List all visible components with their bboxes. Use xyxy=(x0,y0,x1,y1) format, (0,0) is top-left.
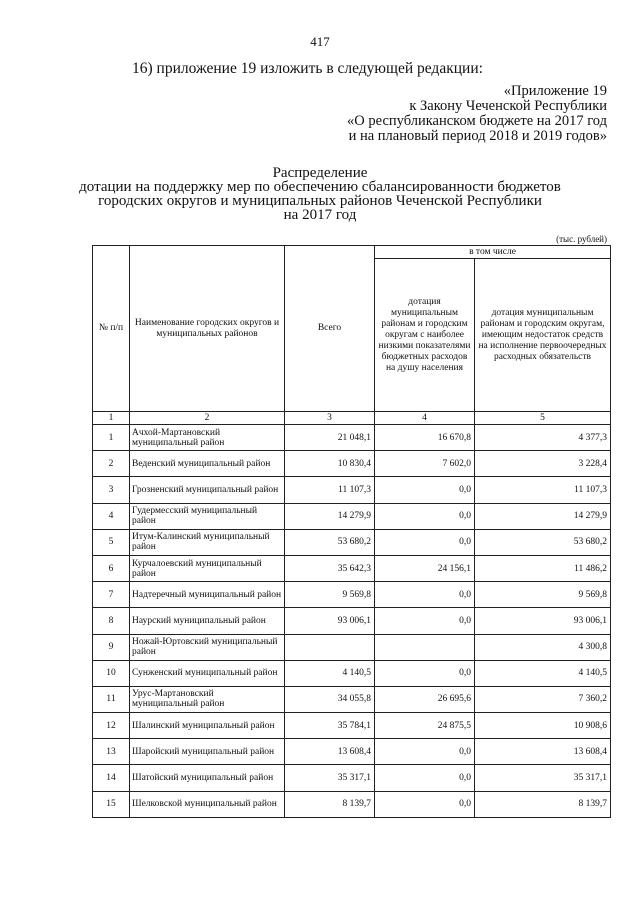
row-priority-obligations-subsidy: 4 140,5 xyxy=(475,660,611,686)
row-name: Шатойский муниципальный район xyxy=(130,765,285,791)
row-name: Шаройский муниципальный район xyxy=(130,739,285,765)
row-name: Сунженский муниципальный район xyxy=(130,660,285,686)
units-label: (тыс. рублей) xyxy=(556,234,607,244)
row-total: 35 642,3 xyxy=(285,555,375,581)
table-row xyxy=(93,425,611,451)
row-total: 13 608,4 xyxy=(285,739,375,765)
table-row xyxy=(93,686,611,712)
row-priority-obligations-subsidy: 10 908,6 xyxy=(475,713,611,739)
table-row xyxy=(93,555,611,581)
table-row xyxy=(93,529,611,555)
row-low-spending-subsidy: 0,0 xyxy=(375,582,475,608)
row-priority-obligations-subsidy: 53 680,2 xyxy=(475,529,611,555)
row-priority-obligations-subsidy: 4 300,8 xyxy=(475,634,611,660)
page-number: 417 xyxy=(310,34,330,49)
row-low-spending-subsidy: 0,0 xyxy=(375,503,475,529)
table-row xyxy=(93,503,611,529)
amendment-intro: 16) приложение 19 изложить в следующей редакции: xyxy=(132,60,483,77)
title-line: на 2017 год xyxy=(283,207,357,223)
row-priority-obligations-subsidy: 11 486,2 xyxy=(475,555,611,581)
row-name: Веденский муниципальный район xyxy=(130,451,285,477)
title-line: городских округов и муниципальных районов Чеченской Республики xyxy=(98,193,542,209)
row-name: Шелковской муниципальный район xyxy=(130,791,285,817)
row-index: 5 xyxy=(93,529,130,555)
row-total: 11 107,3 xyxy=(285,477,375,503)
row-priority-obligations-subsidy: 7 360,2 xyxy=(475,686,611,712)
table-row xyxy=(93,451,611,477)
row-low-spending-subsidy: 0,0 xyxy=(375,660,475,686)
row-total: 9 569,8 xyxy=(285,582,375,608)
row-total: 21 048,1 xyxy=(285,425,375,451)
row-priority-obligations-subsidy: 11 107,3 xyxy=(475,477,611,503)
row-priority-obligations-subsidy: 93 006,1 xyxy=(475,608,611,634)
table-row xyxy=(93,791,611,817)
table-row xyxy=(93,608,611,634)
row-priority-obligations-subsidy: 35 317,1 xyxy=(475,765,611,791)
row-total: 53 680,2 xyxy=(285,529,375,555)
row-low-spending-subsidy: 0,0 xyxy=(375,765,475,791)
row-index: 8 xyxy=(93,608,130,634)
appendix-header xyxy=(347,84,607,144)
table-header-row xyxy=(93,246,611,259)
row-index: 14 xyxy=(93,765,130,791)
header-col5: дотация муниципальным районам и городским округам, имеющим недостаток средств на исполнение первоочередных расходных обязательств xyxy=(475,259,611,412)
row-name: Ачхой-Мартановский муниципальный район xyxy=(130,425,285,451)
header-total: Всего xyxy=(285,246,375,412)
row-name: Шалинский муниципальный район xyxy=(130,713,285,739)
row-index: 13 xyxy=(93,739,130,765)
row-name: Гудермесский муниципальный район xyxy=(130,503,285,529)
column-number-row xyxy=(93,412,611,425)
row-index: 15 xyxy=(93,791,130,817)
row-name: Грозненский муниципальный район xyxy=(130,477,285,503)
row-index: 2 xyxy=(93,451,130,477)
row-low-spending-subsidy: 0,0 xyxy=(375,608,475,634)
header-col4: дотация муниципальным районам и городским округам с наиболее низкими показателями бюджетных расходов на душу населения xyxy=(375,259,475,412)
header-index: № п/п xyxy=(93,246,130,412)
row-index: 4 xyxy=(93,503,130,529)
row-low-spending-subsidy: 26 695,6 xyxy=(375,686,475,712)
row-total: 8 139,7 xyxy=(285,791,375,817)
row-total: 35 784,1 xyxy=(285,713,375,739)
table-row xyxy=(93,660,611,686)
table-body xyxy=(93,412,611,818)
appendix-line: «Приложение 19 xyxy=(503,83,607,99)
row-total: 4 140,5 xyxy=(285,660,375,686)
column-number: 2 xyxy=(130,412,285,425)
row-low-spending-subsidy: 16 670,8 xyxy=(375,425,475,451)
title-line: дотации на поддержку мер по обеспечению сбалансированности бюджетов xyxy=(79,179,561,195)
row-low-spending-subsidy: 0,0 xyxy=(375,477,475,503)
column-number: 1 xyxy=(93,412,130,425)
row-low-spending-subsidy: 0,0 xyxy=(375,791,475,817)
subsidy-table xyxy=(92,245,611,818)
row-name: Ножай-Юртовский муниципальный район xyxy=(130,634,285,660)
table-row xyxy=(93,739,611,765)
row-name: Надтеречный муниципальный район xyxy=(130,582,285,608)
header-including: в том числе xyxy=(375,246,611,259)
table-row xyxy=(93,477,611,503)
row-low-spending-subsidy xyxy=(375,634,475,660)
table-row xyxy=(93,713,611,739)
header-name: Наименование городских округов и муниципальных районов xyxy=(130,246,285,412)
row-index: 11 xyxy=(93,686,130,712)
row-priority-obligations-subsidy: 14 279,9 xyxy=(475,503,611,529)
column-number: 3 xyxy=(285,412,375,425)
row-total: 10 830,4 xyxy=(285,451,375,477)
row-index: 10 xyxy=(93,660,130,686)
row-low-spending-subsidy: 24 156,1 xyxy=(375,555,475,581)
row-name: Урус-Мартановский муниципальный район xyxy=(130,686,285,712)
row-index: 3 xyxy=(93,477,130,503)
document-title xyxy=(0,166,640,222)
column-number: 4 xyxy=(375,412,475,425)
row-index: 12 xyxy=(93,713,130,739)
row-priority-obligations-subsidy: 8 139,7 xyxy=(475,791,611,817)
row-priority-obligations-subsidy: 13 608,4 xyxy=(475,739,611,765)
row-total xyxy=(285,634,375,660)
table-row xyxy=(93,582,611,608)
row-index: 9 xyxy=(93,634,130,660)
row-total: 14 279,9 xyxy=(285,503,375,529)
row-low-spending-subsidy: 24 875,5 xyxy=(375,713,475,739)
column-number: 5 xyxy=(475,412,611,425)
row-name: Итум-Калинский муниципальный район xyxy=(130,529,285,555)
row-priority-obligations-subsidy: 9 569,8 xyxy=(475,582,611,608)
row-total: 93 006,1 xyxy=(285,608,375,634)
row-index: 7 xyxy=(93,582,130,608)
row-name: Наурский муниципальный район xyxy=(130,608,285,634)
row-index: 6 xyxy=(93,555,130,581)
row-priority-obligations-subsidy: 4 377,3 xyxy=(475,425,611,451)
row-low-spending-subsidy: 7 602,0 xyxy=(375,451,475,477)
table-row xyxy=(93,634,611,660)
row-low-spending-subsidy: 0,0 xyxy=(375,739,475,765)
row-name: Курчалоевский муниципальный район xyxy=(130,555,285,581)
row-total: 34 055,8 xyxy=(285,686,375,712)
appendix-line: «О республиканском бюджете на 2017 год xyxy=(347,113,607,129)
row-low-spending-subsidy: 0,0 xyxy=(375,529,475,555)
title-line: Распределение xyxy=(272,165,368,181)
table-row xyxy=(93,765,611,791)
row-total: 35 317,1 xyxy=(285,765,375,791)
appendix-line: к Закону Чеченской Республики xyxy=(409,98,607,114)
row-index: 1 xyxy=(93,425,130,451)
row-priority-obligations-subsidy: 3 228,4 xyxy=(475,451,611,477)
appendix-line: и на плановый период 2018 и 2019 годов» xyxy=(348,128,607,144)
